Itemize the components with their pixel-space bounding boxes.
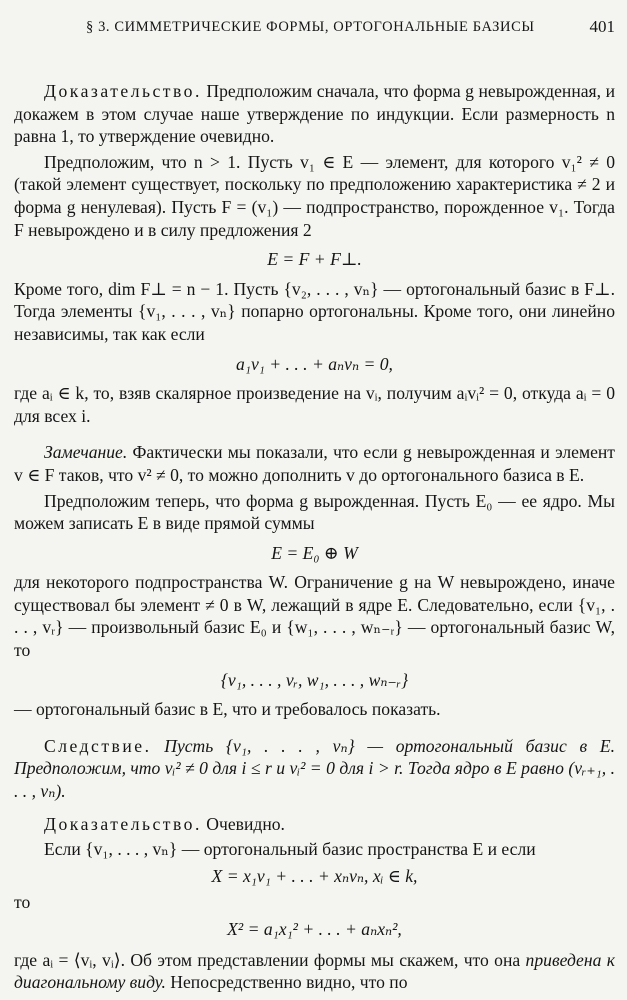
diagonal-paragraph: Если {v₁, . . . , vₙ} — ортогональный базис пространства E и если [44, 839, 536, 860]
formula-linear-combination: a₁v₁ + . . . + aₙvₙ = 0, [236, 353, 393, 374]
degenerate-paragraph: Предположим теперь, что форма g вырожденная. Пусть E₀ — ее ядро. Мы можем записать E в виде прямой суммы [14, 490, 615, 534]
formula-direct-sum: E = F + F⊥. [267, 249, 362, 270]
corollary-proof [14, 813, 615, 836]
then-word: то [14, 892, 31, 913]
proof-paragraph [14, 80, 615, 148]
formula-kernel-sum: E = E₀ ⊕ W [271, 542, 358, 563]
diagonal-form-paragraph [14, 949, 615, 994]
running-head: § 3. СИММЕТРИЧЕСКИЕ ФОРМЫ, ОРТОГОНАЛЬНЫЕ БАЗИСЫ [86, 19, 535, 35]
proof-label: Доказательство. [44, 813, 202, 834]
restriction-paragraph: для некоторого подпространства W. Ограничение g на W невырождено, иначе существовал бы элемент ≠ 0 в W, лежащий в ядре E. Следовательно, если {v₁, . . . , vᵣ} — произвольный базис E₀ и {w₁, . . . , wₙ₋ᵣ} — ортогональный базис W, то [14, 572, 615, 661]
formula-diagonal-form: X² = a₁x₁² + . . . + aₙxₙ², [227, 919, 402, 939]
spacer [14, 427, 615, 441]
conclusion-paragraph: — ортогональный базис в E, что и требовалось показать. [14, 699, 441, 720]
spacer [14, 803, 615, 813]
formula-coordinates: X = x₁v₁ + . . . + xₙvₙ, xᵢ ∈ k, [211, 865, 418, 886]
induction-paragraph: Предположим, что n > 1. Пусть v₁ ∈ E — элемент, для которого v₁² ≠ 0 (такой элемент существует, поскольку по предположению характеристика ≠ 2 и форма g ненулевая). Пусть F = (v₁) — подпространство, порожденное v₁. Тогда F невырождено и в силу предложения 2 [14, 151, 615, 240]
diagonal-emphasis: приведена к диагональному виду. [14, 949, 615, 993]
remark-label: Замечание. [44, 442, 128, 463]
corollary-paragraph [14, 735, 615, 803]
page-header [0, 17, 627, 43]
remark-paragraph [14, 441, 615, 486]
diagonal-text-end: Непосредственно видно, что по [170, 972, 408, 993]
page-number: 401 [589, 17, 615, 36]
basis-paragraph: Кроме того, dim F⊥ = n − 1. Пусть {v₂, . . . , vₙ} — ортогональный базис в F⊥. Тогда элементы {v₁, . . . , vₙ} попарно ортогональны. Кроме того, они линейно независимы, так как если [14, 278, 615, 344]
spacer [14, 721, 615, 735]
page-body [14, 80, 615, 994]
corollary-text: Пусть {v₁, . . . , vₙ} — ортогональный базис в E. Предположим, что vᵢ² ≠ 0 для i ≤ r и vᵢ² = 0 для i > r. Тогда ядро в E равно (vᵣ₊₁, . . . , vₙ). [14, 735, 616, 802]
corollary-label: Следствие. [44, 735, 152, 756]
proof-text: Очевидно. [206, 813, 285, 834]
diagonal-text-start: где aᵢ = ⟨vᵢ, vᵢ⟩. Об этом представлении формы мы скажем, что она [14, 949, 521, 970]
proof-label: Доказательство. [44, 81, 202, 101]
formula-basis-set: {v₁, . . . , vᵣ, w₁, . . . , wₙ₋ᵣ} [220, 669, 409, 690]
independence-paragraph: где aᵢ ∈ k, то, взяв скалярное произведение на vᵢ, получим aᵢvᵢ² = 0, откуда aᵢ = 0 для всех i. [14, 383, 615, 426]
remark-text: Фактически мы показали, что если g невырожденная и элемент v ∈ F таков, что v² ≠ 0, то можно дополнить v до ортогонального базиса в E. [14, 442, 615, 485]
proof-text: Предположим сначала, что форма g невырожденная, и докажем в этом случае наше утверждение по индукции. Если размерность n равна 1, то утверждение очевидно. [14, 81, 615, 147]
